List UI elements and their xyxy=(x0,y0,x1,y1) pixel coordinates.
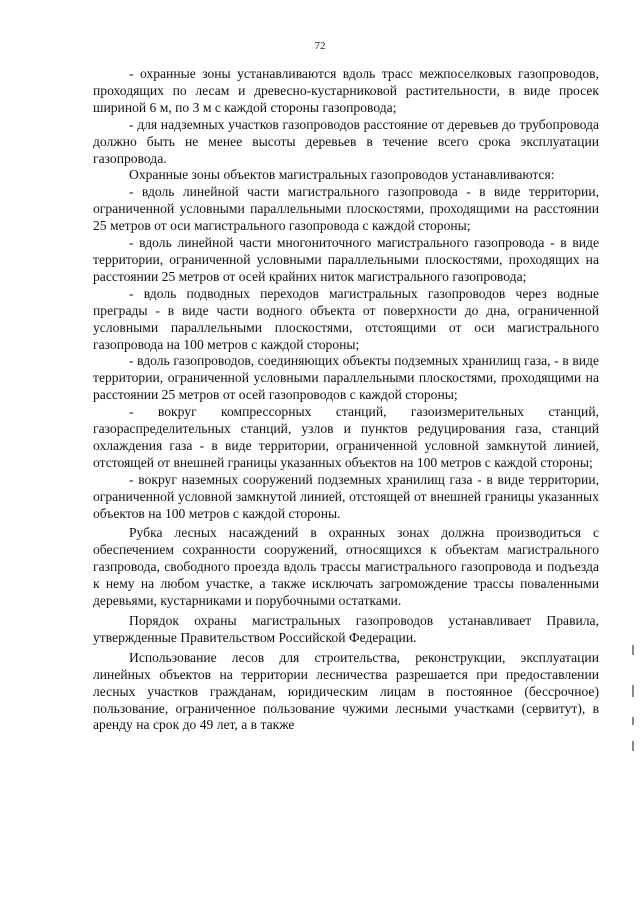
paragraph-storage-ground-structures: - вокруг наземных сооружений подземных хранилищ газа - в виде территории, ограниченной условной замкнутой линией, отстоящей от внешней границы указанных объектов на 100 метров с каждой стороны. xyxy=(93,471,599,521)
paragraph-underwater-crossings: - вдоль подводных переходов магистральных газопроводов через водные преграды - в виде части водного объекта от поверхности до дна, ограниченной условными параллельными плоскостями, отстоящими от оси магистрального газопровода на 100 метров с каждой стороны; xyxy=(93,285,599,352)
paragraph-tree-felling: Рубка лесных насаждений в охранных зонах должна производиться с обеспечением сохранности сооружений, относящихся к объектам магистрального газпровода, свободного проезда вдоль трассы магистрального газопровода и подъезда к нему на любом участке, а также исключать загромождение трассы поваленными деревьями, кустарниками и порубочными остатками. xyxy=(93,525,599,609)
paragraph-linear-part: - вдоль линейной части магистрального газопровода - в виде территории, ограниченной условными параллельными плоскостями, проходящими на расстоянии 25 метров от оси магистрального газопровода с каждой стороны; xyxy=(93,184,599,234)
paragraph-storage-pipelines: - вдоль газопроводов, соединяющих объекты подземных хранилищ газа, - в виде территории, ограниченной условными параллельными плоскостями, проходящими на расстоянии 25 метров от осей газопроводов с каждой стороны; xyxy=(93,353,599,403)
document-body xyxy=(93,66,599,734)
paragraph-gas-pipeline-protection-zones: - охранные зоны устанавливаются вдоль трасс межпоселковых газопроводов, проходящих по лесам и древесно-кустарниковой растительности, в виде просек шириной 6 м, по 3 м с каждой стороны газопровода; xyxy=(93,66,599,115)
paragraph-above-ground-pipelines: - для надземных участков газопроводов расстояние от деревьев до трубопровода должно быть не менее высоты деревьев в течение всего срока эксплуатации газопровода. xyxy=(93,116,599,166)
paragraph-protection-procedure: Порядок охраны магистральных газопроводов устанавливает Правила, утвержденные Правительством Российской Федерации. xyxy=(93,613,599,645)
scan-mark xyxy=(632,741,634,751)
scan-mark xyxy=(632,685,634,697)
paragraph-main-pipeline-zones-intro: Охранные зоны объектов магистральных газопроводов устанавливаются: xyxy=(129,167,555,183)
paragraph-multi-line-pipeline: - вдоль линейной части многониточного магистрального газопровода - в виде территории, ограниченной условными параллельными плоскостями, проходящих на расстоянии 25 метров от осей крайних ниток магистрального газопровода; xyxy=(93,235,599,284)
paragraph-compressor-stations: - вокруг компрессорных станций, газоизмерительных станций, газораспределительных станций, узлов и пунктов редуцирования газа, станций охлаждения газа - в виде территории, ограниченной условной замкнутой линией, отстоящей от внешней границы указанных объектов на 100 метров с каждой стороны; xyxy=(93,404,599,470)
scan-mark xyxy=(632,645,634,655)
scan-mark xyxy=(632,717,634,725)
paragraph-forest-use: Использование лесов для строительства, реконструкции, эксплуатации линейных объектов на территории лесничества разрешается при предоставлении лесных участков гражданам, юридическим лицам в постоянное (бессрочное) пользование, ограниченное пользование чужими лесными участками (сервитут), в аренду на срок до 49 лет, а в также xyxy=(93,649,599,733)
page-number: 72 xyxy=(314,40,326,52)
scan-margin-marks xyxy=(628,645,634,755)
